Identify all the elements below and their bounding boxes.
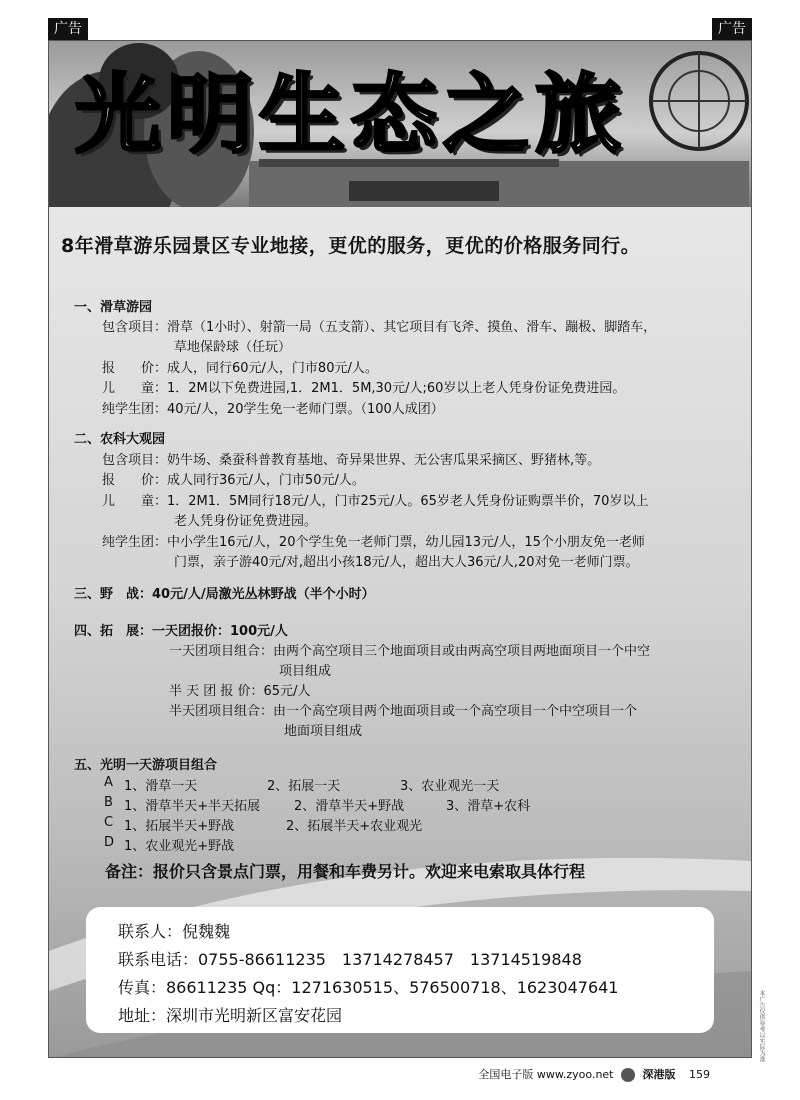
- combo-d-item-1: 1、农业观光+野战: [124, 839, 235, 854]
- page-number: 159: [689, 1068, 710, 1081]
- combo-row-letter-b: B: [104, 795, 113, 810]
- contact-person: 联系人：倪魏魏: [118, 922, 231, 941]
- s4-half-combo-cont: 地面项目组成: [284, 724, 363, 739]
- combo-b-item-3: 3、滑草+农科: [446, 799, 531, 814]
- s1-student: 纯学生团：40元/人，20学生免一老师门票。（100人成团）: [102, 402, 444, 417]
- tagline: 8年滑草游乐园景区专业地接，更优的服务，更优的价格服务同行。: [61, 235, 641, 257]
- s2-student-cont: 门票，亲子游40元/对,超出小孩18元/人，超出大人36元/人,20对免一老师门票。: [174, 555, 639, 570]
- s1-child: 儿 童：1．2M以下免费进园,1．2M1．5M,30元/人;60岁以上老人凭身份证免费进园。: [102, 381, 626, 396]
- remarks-note: 备注：报价只含景点门票，用餐和车费另计。欢迎来电索取具体行程: [105, 862, 586, 881]
- ad-label-right: 广告: [712, 18, 752, 40]
- s1-price: 报 价：成人，同行60元/人，门市80元/人。: [102, 361, 378, 376]
- section-heading-day-tour: 五、光明一天游项目组合: [74, 758, 218, 773]
- ad-frame: [48, 40, 752, 1058]
- publisher-logo-icon: [621, 1068, 635, 1082]
- s2-child: 儿 童：1．2M1．5M同行18元/人，门市25元/人。65岁老人凭身份证购票半价，70岁以上: [102, 494, 649, 509]
- ad-label-left: 广告: [48, 18, 88, 40]
- combo-row-letter-d: D: [104, 835, 115, 850]
- page-footer: [478, 1066, 710, 1082]
- s2-student: 纯学生团：中小学生16元/人，20个学生免一老师门票，幼儿园13元/人，15个小朋友免一老师: [102, 535, 645, 550]
- combo-c-item-2: 2、拓展半天+农业观光: [286, 819, 423, 834]
- combo-a-item-2: 2、拓展一天: [267, 779, 341, 794]
- s4-combo-cont: 项目组成: [279, 664, 332, 679]
- s2-include: 包含项目：奶牛场、桑蚕科普教育基地、奇异果世界、无公害瓜果采摘区、野猪林,等。: [102, 453, 601, 468]
- footer-region: 深港版: [642, 1068, 676, 1081]
- s1-include: 包含项目：滑草（1小时）、射箭一局（五支箭）、其它项目有飞斧、摸鱼、滑车、蹦极、脚踏车，: [102, 320, 657, 335]
- combo-row-letter-c: C: [104, 815, 114, 830]
- combo-b-item-1: 1、滑草半天+半天拓展: [124, 799, 261, 814]
- banner-photo: [49, 41, 751, 207]
- combo-b-item-2: 2、滑草半天+野战: [294, 799, 405, 814]
- combo-c-item-1: 1、拓展半天+野战: [124, 819, 235, 834]
- s4-half-combo: 半天团项目组合：由一个高空项目两个地面项目或一个高空项目一个中空项目一个: [169, 704, 638, 719]
- s4-combo: 一天团项目组合：由两个高空项目三个地面项目或由两高空项目两地面项目一个中空: [169, 644, 651, 659]
- combo-row-letter-a: A: [104, 775, 113, 790]
- s2-child-cont: 老人凭身份证免费进园。: [174, 514, 318, 529]
- s1-include-cont: 草地保龄球（任玩）: [174, 340, 292, 355]
- contact-address: 地址：深圳市光明新区富安花园: [118, 1006, 343, 1025]
- section-heading-grass-skiing: 一、滑草游园: [74, 300, 153, 315]
- contact-box: [86, 907, 714, 1033]
- contact-phone: 联系电话：0755-86611235 13714278457 13714519848: [118, 950, 582, 969]
- section-heading-agri-park: 二、农科大观园: [74, 432, 166, 447]
- banner-title: 光明生态之旅: [75, 65, 627, 165]
- side-disclaimer: 本广告仅供参考以实际为准: [758, 990, 765, 1062]
- contact-fax-qq: 传真：86611235 Qq：1271630515、576500718、1623047641: [118, 978, 619, 997]
- combo-a-item-1: 1、滑草一天: [124, 779, 198, 794]
- s2-price: 报 价：成人同行36元/人，门市50元/人。: [102, 473, 365, 488]
- footer-edition-url: 全国电子版 www.zyoo.net: [478, 1068, 614, 1081]
- s4-half-price: 半 天 团 报 价：65元/人: [169, 684, 311, 699]
- section-heading-war-game: 三、野 战：40元/人/局激光丛林野战（半个小时）: [74, 587, 375, 602]
- section-heading-expansion: 四、拓 展：一天团报价：100元/人: [74, 624, 288, 639]
- combo-a-item-3: 3、农业观光一天: [400, 779, 500, 794]
